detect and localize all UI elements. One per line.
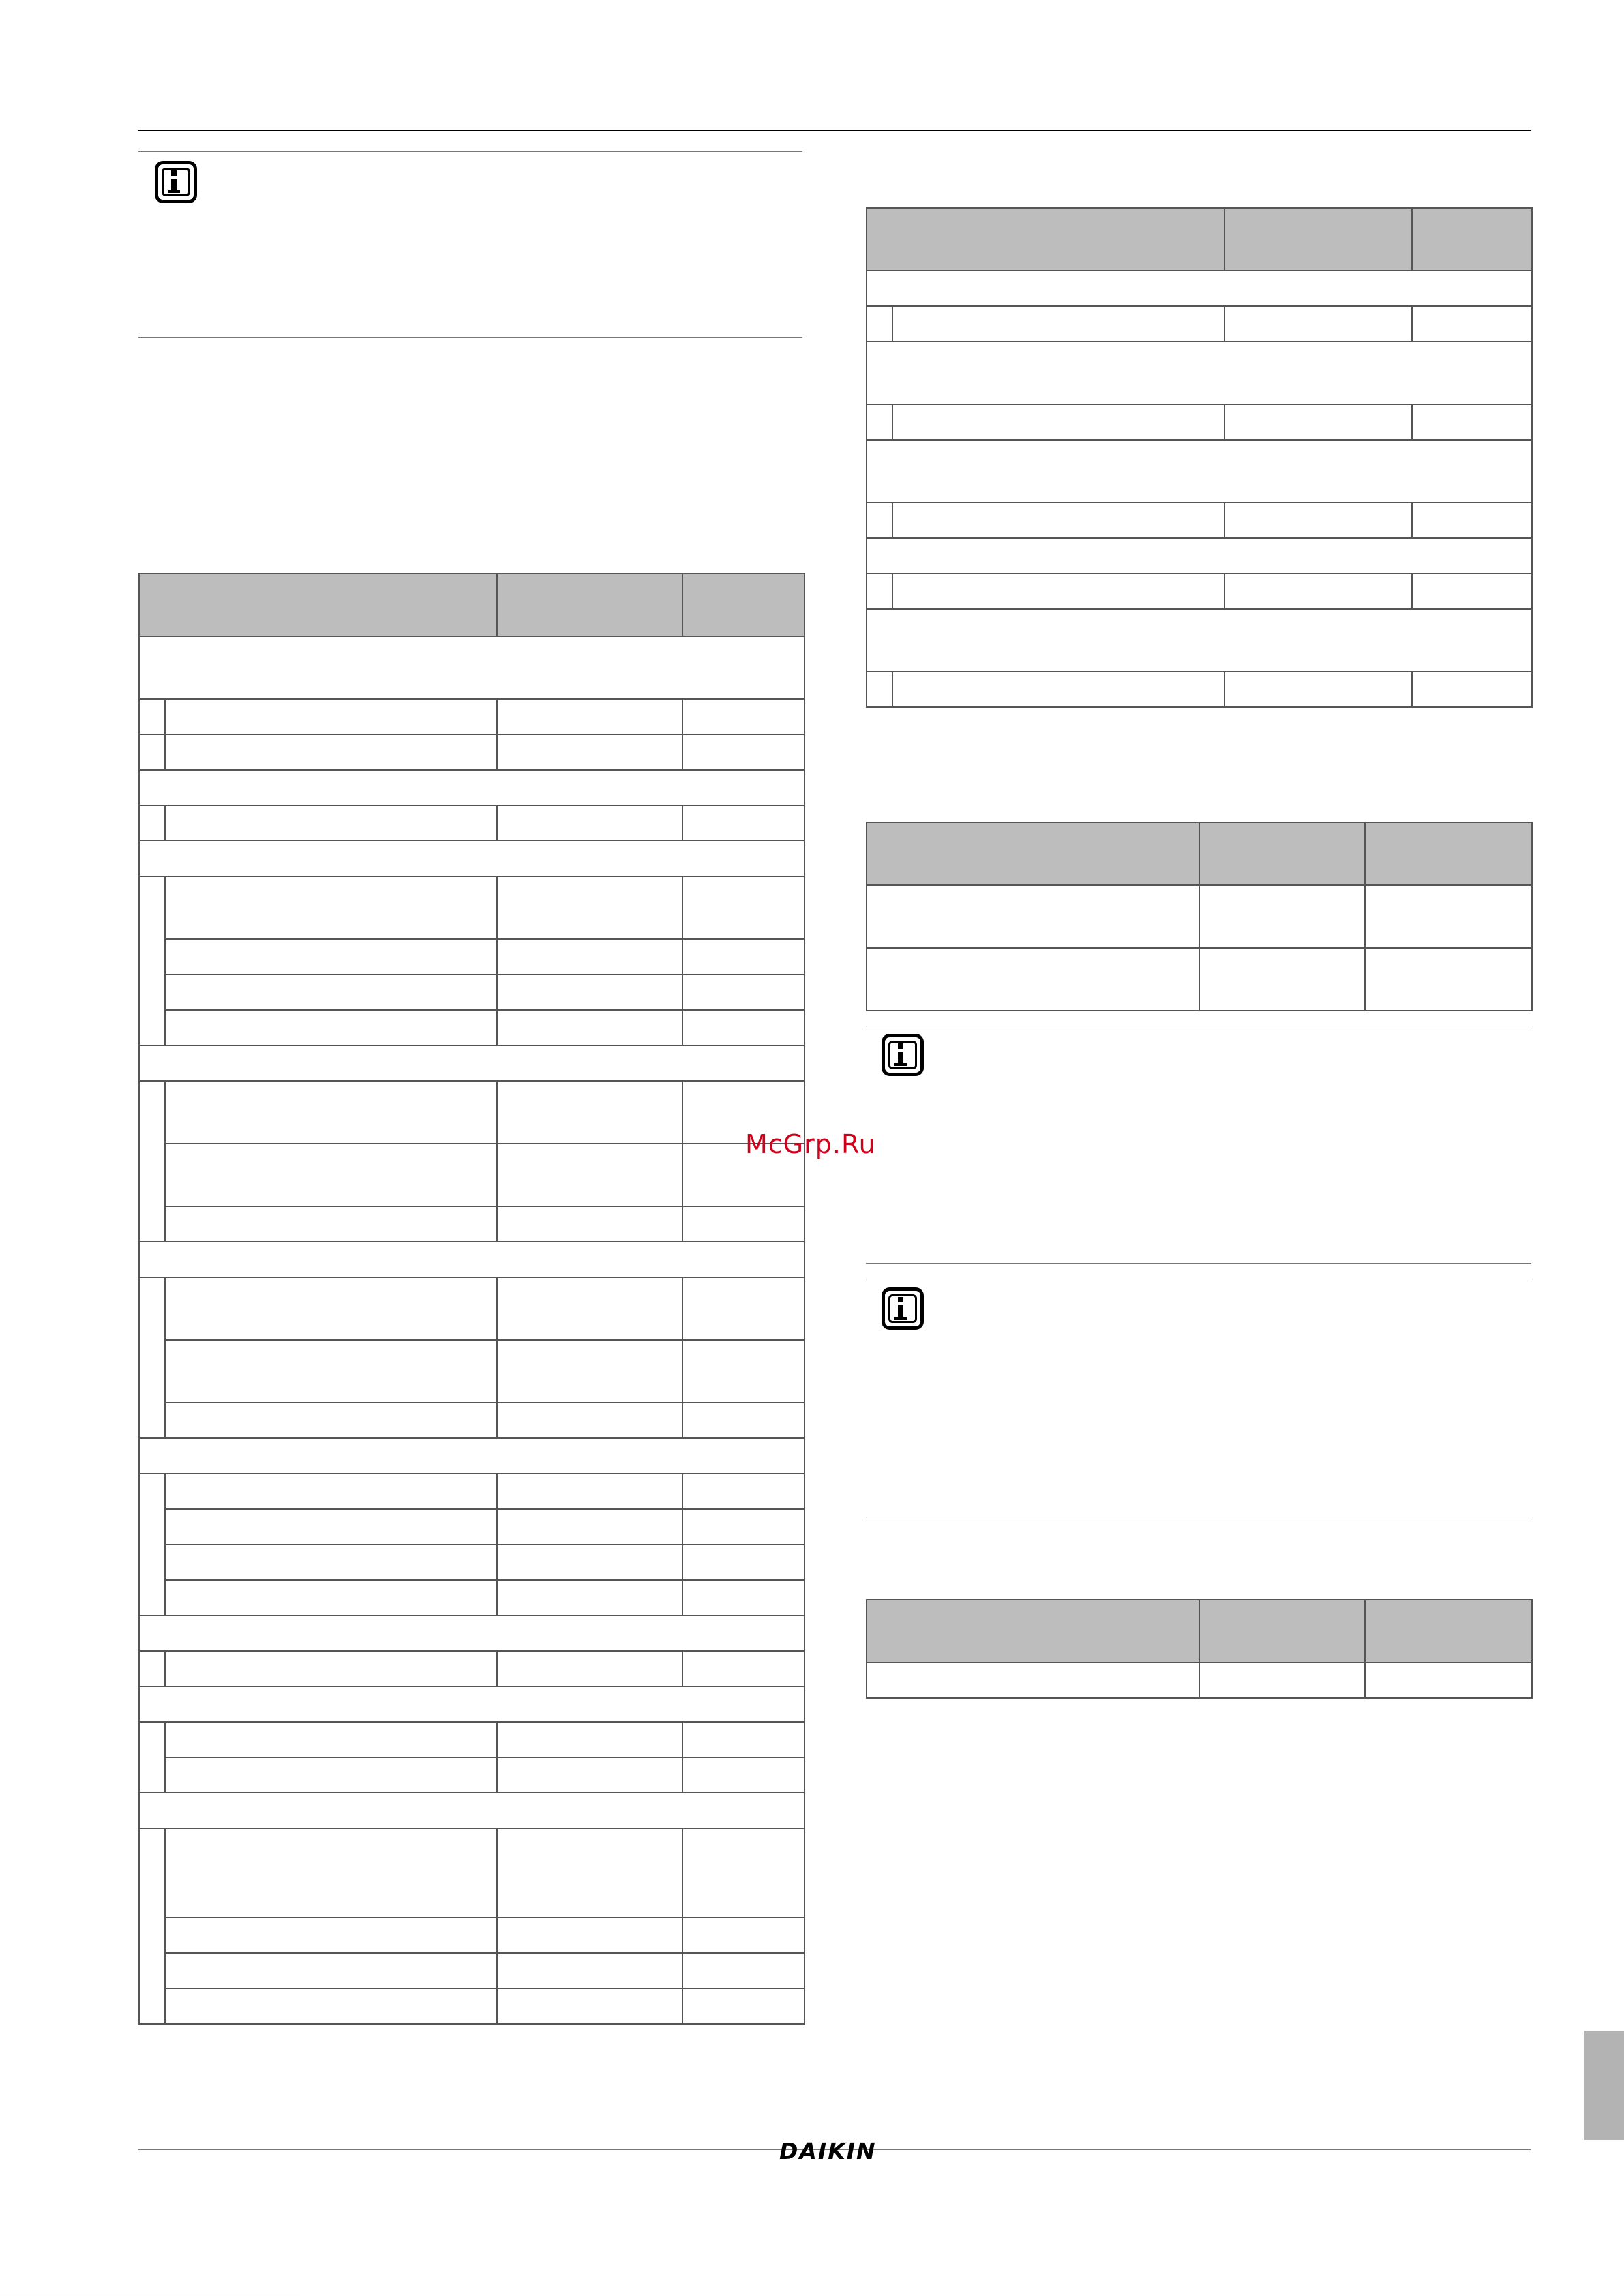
right-settings-table-1 [866, 207, 1533, 708]
daikin-logo: DAIKIN [779, 2138, 877, 2164]
note-bottom-rule [866, 1263, 1531, 1264]
right-settings-table-2 [866, 822, 1533, 1011]
info-icon [882, 1034, 924, 1076]
note-bottom-rule [138, 337, 802, 338]
watermark: McGrp.Ru [745, 1129, 876, 1159]
note-top-rule [138, 151, 802, 152]
header-rule [138, 130, 1531, 131]
info-icon [882, 1287, 924, 1330]
info-icon [155, 161, 197, 203]
right-settings-table-3 [866, 1599, 1533, 1699]
chapter-side-tab [1584, 2031, 1624, 2140]
left-settings-table [138, 573, 805, 2025]
